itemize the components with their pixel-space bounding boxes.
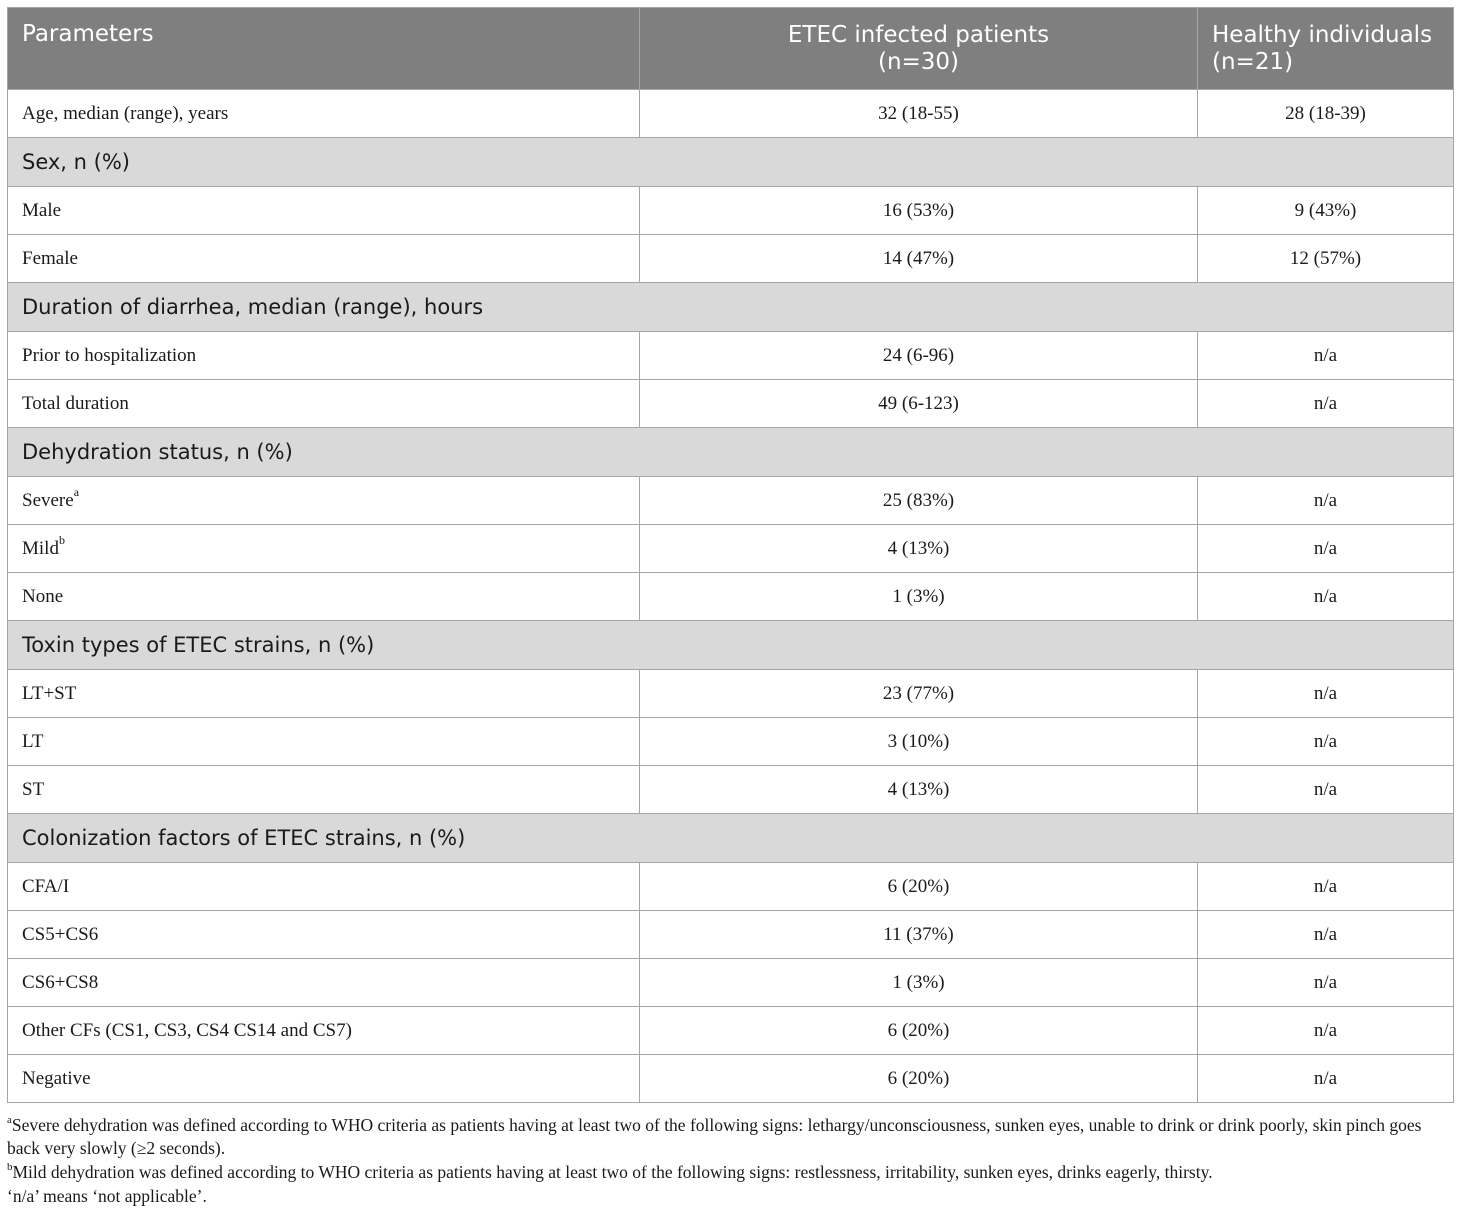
section-row	[8, 138, 1454, 187]
header-etec-line2: (n=30)	[877, 48, 960, 75]
healthy-value-cell: n/a	[1198, 959, 1454, 1007]
footnote-marker: b	[7, 1161, 13, 1174]
etec-value-cell: 4 (13%)	[640, 766, 1198, 814]
section-label: Dehydration status, n (%)	[8, 428, 1454, 477]
footnotes	[7, 1114, 1453, 1209]
row-label-cell	[8, 380, 640, 428]
healthy-value-cell: n/a	[1198, 718, 1454, 766]
row-label: Age, median (range), years	[22, 102, 229, 124]
header-parameters: Parameters	[8, 8, 640, 90]
table-row	[8, 718, 1454, 766]
table-row	[8, 959, 1454, 1007]
healthy-value-cell: n/a	[1198, 332, 1454, 380]
etec-value-cell: 11 (37%)	[640, 911, 1198, 959]
table-row	[8, 90, 1454, 138]
row-label-cell	[8, 670, 640, 718]
section-label: Toxin types of ETEC strains, n (%)	[8, 621, 1454, 670]
footnote-text: ‘n/a’ means ‘not applicable’.	[7, 1186, 207, 1206]
row-label-cell	[8, 959, 640, 1007]
row-label-cell	[8, 718, 640, 766]
table-header	[8, 8, 1454, 90]
row-label: CS5+CS6	[22, 923, 99, 945]
header-row	[8, 8, 1454, 90]
table-body	[8, 90, 1454, 1103]
etec-value-cell: 1 (3%)	[640, 573, 1198, 621]
etec-value-cell: 14 (47%)	[640, 235, 1198, 283]
healthy-value-cell: n/a	[1198, 380, 1454, 428]
footnote-marker: a	[7, 1114, 12, 1127]
healthy-value-cell: n/a	[1198, 766, 1454, 814]
section-row	[8, 621, 1454, 670]
table-row	[8, 477, 1454, 525]
footnote-marker: b	[58, 533, 65, 548]
table-row	[8, 380, 1454, 428]
table-row	[8, 332, 1454, 380]
section-row	[8, 428, 1454, 477]
section-label: Duration of diarrhea, median (range), hours	[8, 283, 1454, 332]
healthy-value-cell: 9 (43%)	[1198, 187, 1454, 235]
row-label: Other CFs (CS1, CS3, CS4 CS14 and CS7)	[22, 1019, 352, 1041]
header-etec-line1: ETEC infected patients	[787, 21, 1050, 48]
row-label-cell	[8, 477, 640, 525]
row-label: Male	[22, 199, 62, 221]
footnote-text: Mild dehydration was defined according to WHO criteria as patients having at least two of the following signs: restlessness, irritability, sunken eyes, drinks eagerly, thirsty.	[12, 1162, 1213, 1182]
patient-characteristics-table	[7, 7, 1454, 1103]
section-label: Colonization factors of ETEC strains, n (%)	[8, 814, 1454, 863]
table-row	[8, 766, 1454, 814]
row-label: Severe	[22, 489, 74, 511]
etec-value-cell: 24 (6-96)	[640, 332, 1198, 380]
row-label-cell	[8, 1055, 640, 1103]
row-label: LT	[22, 730, 44, 752]
etec-value-cell: 16 (53%)	[640, 187, 1198, 235]
etec-value-cell: 32 (18-55)	[640, 90, 1198, 138]
header-healthy-line1: Healthy individuals	[1212, 21, 1433, 48]
healthy-value-cell: n/a	[1198, 573, 1454, 621]
etec-value-cell: 6 (20%)	[640, 1007, 1198, 1055]
etec-value-cell: 4 (13%)	[640, 525, 1198, 573]
healthy-value-cell: 28 (18-39)	[1198, 90, 1454, 138]
row-label-cell	[8, 90, 640, 138]
healthy-value-cell: n/a	[1198, 863, 1454, 911]
row-label-cell	[8, 766, 640, 814]
etec-value-cell: 1 (3%)	[640, 959, 1198, 1007]
table-row	[8, 1055, 1454, 1103]
etec-value-cell: 23 (77%)	[640, 670, 1198, 718]
row-label: ST	[22, 778, 45, 800]
footnote	[7, 1185, 1453, 1208]
table-container	[7, 7, 1453, 1103]
row-label-cell	[8, 573, 640, 621]
footnote	[7, 1114, 1453, 1160]
header-healthy-line2: (n=21)	[1212, 48, 1294, 75]
row-label: CFA/I	[22, 875, 70, 897]
table-row	[8, 1007, 1454, 1055]
row-label: Negative	[22, 1067, 91, 1089]
table-row	[8, 187, 1454, 235]
row-label: CS6+CS8	[22, 971, 99, 993]
table-row	[8, 670, 1454, 718]
row-label-cell	[8, 1007, 640, 1055]
table-row	[8, 911, 1454, 959]
healthy-value-cell: n/a	[1198, 525, 1454, 573]
section-label: Sex, n (%)	[8, 138, 1454, 187]
row-label-cell	[8, 187, 640, 235]
table-row	[8, 863, 1454, 911]
row-label-cell	[8, 332, 640, 380]
table-row	[8, 235, 1454, 283]
healthy-value-cell: n/a	[1198, 477, 1454, 525]
footnote-text: Severe dehydration was defined according to WHO criteria as patients having at least two of the following signs: lethargy/unconsciousness, sunken eyes, unable to drink or drink poorly, skin pinch goes back very slowly (≥2 seconds).	[7, 1115, 1422, 1158]
etec-value-cell: 49 (6-123)	[640, 380, 1198, 428]
section-row	[8, 283, 1454, 332]
row-label-cell	[8, 525, 640, 573]
header-healthy-individuals	[1198, 8, 1454, 90]
footnote-marker: a	[73, 485, 80, 500]
healthy-value-cell: n/a	[1198, 670, 1454, 718]
table-row	[8, 573, 1454, 621]
row-label: None	[22, 585, 64, 607]
row-label: Total duration	[22, 392, 129, 414]
row-label-cell	[8, 911, 640, 959]
etec-value-cell: 6 (20%)	[640, 1055, 1198, 1103]
etec-value-cell: 25 (83%)	[640, 477, 1198, 525]
row-label-cell	[8, 863, 640, 911]
healthy-value-cell: n/a	[1198, 911, 1454, 959]
section-row	[8, 814, 1454, 863]
header-etec-patients	[640, 8, 1198, 90]
row-label: Prior to hospitalization	[22, 344, 197, 366]
healthy-value-cell: n/a	[1198, 1055, 1454, 1103]
table-row	[8, 525, 1454, 573]
healthy-value-cell: n/a	[1198, 1007, 1454, 1055]
row-label: Female	[22, 247, 78, 269]
row-label: Mild	[22, 537, 59, 559]
row-label-cell	[8, 235, 640, 283]
etec-value-cell: 3 (10%)	[640, 718, 1198, 766]
footnote	[7, 1161, 1453, 1184]
etec-value-cell: 6 (20%)	[640, 863, 1198, 911]
healthy-value-cell: 12 (57%)	[1198, 235, 1454, 283]
row-label: LT+ST	[22, 682, 77, 704]
